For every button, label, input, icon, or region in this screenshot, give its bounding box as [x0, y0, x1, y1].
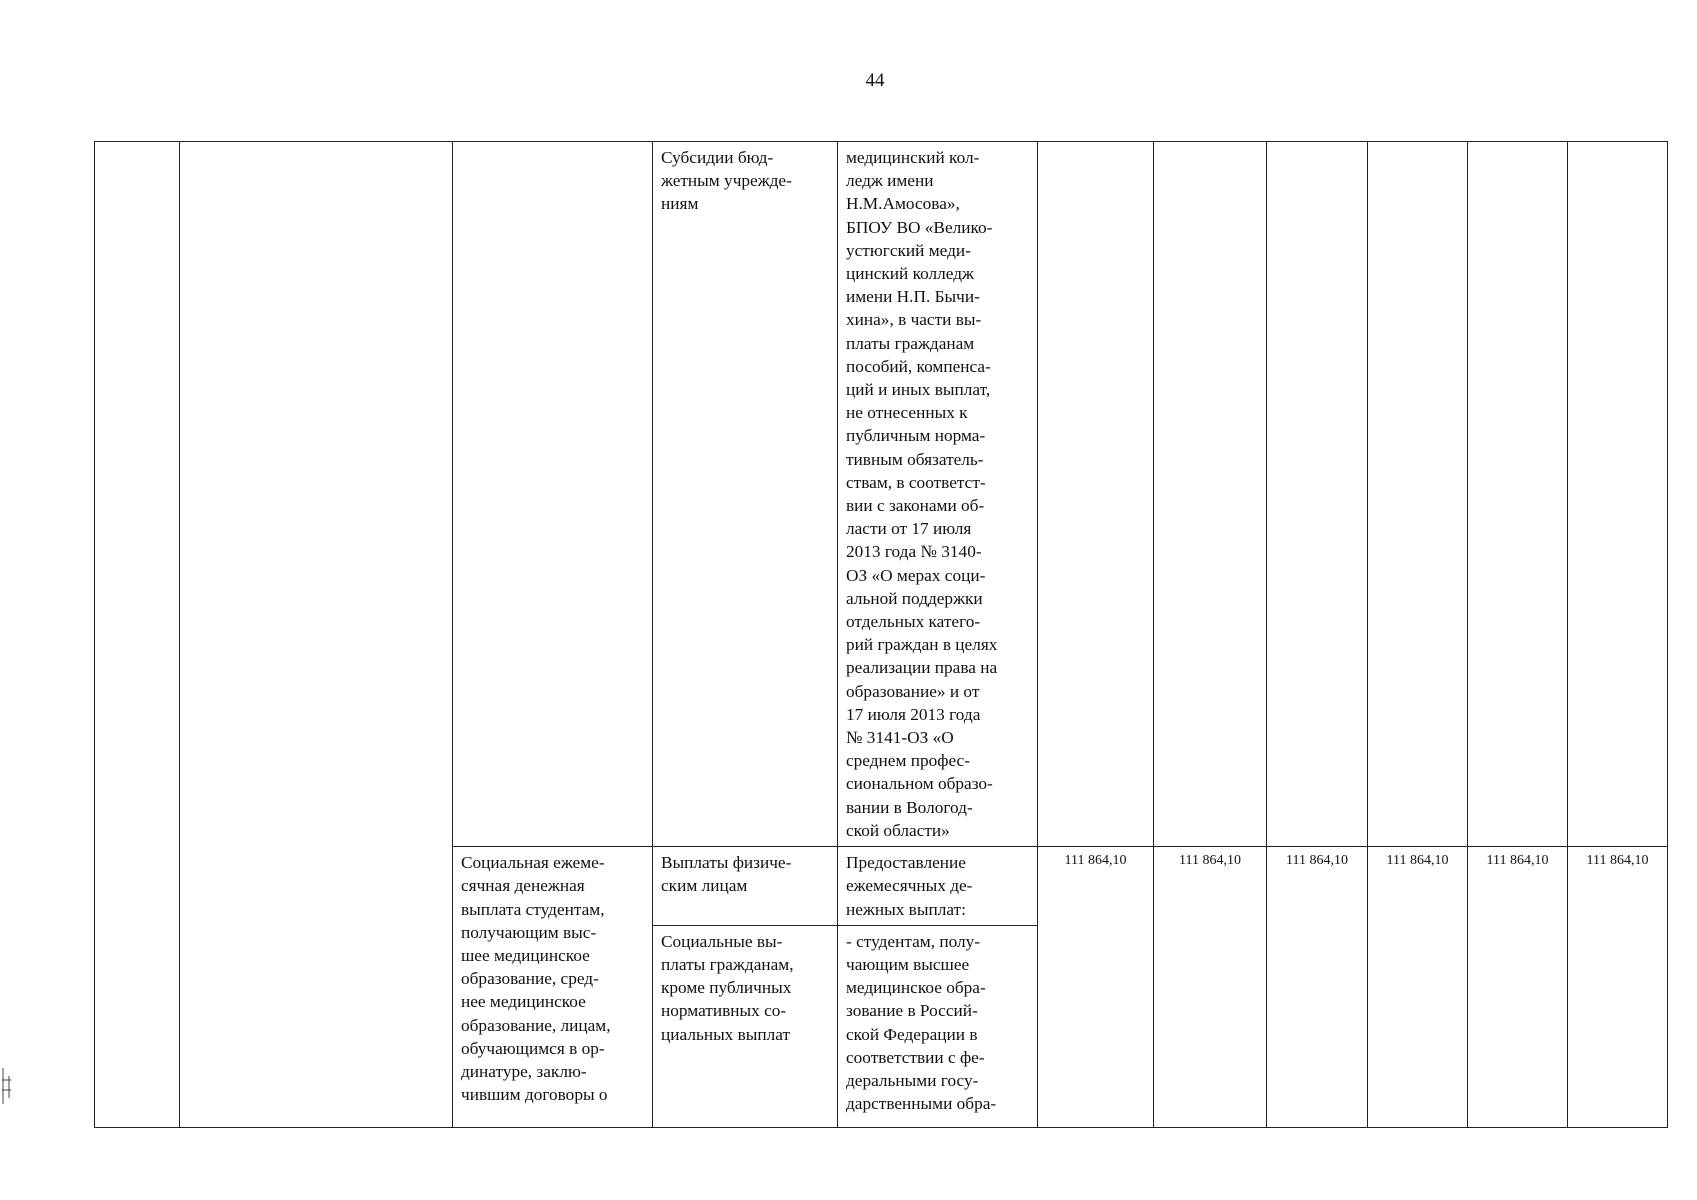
- amount-cell: 111 864,10: [1368, 847, 1468, 1128]
- empty-cell: [1568, 142, 1668, 847]
- amount-cell: 111 864,10: [1568, 847, 1668, 1128]
- description-cell: [838, 142, 1038, 847]
- description-text: медицинский кол- ледж имени Н.М.Амосова», БПОУ ВО «Велико- устюгский меди- цинский колледж имени Н.П. Бычи- хина», в части вы- платы гражданам пособий, компенса- ций и иных выплат, не отнесенных к публичным норма- тивным обязатель- ствам, в соответст- вии с законами об- ласти от 17 июля 2013 года № 3140- ОЗ «О мерах соци- альной поддержки отдельных катего- рий граждан в целях реализации права на образование» и от 17 июля 2013 года № 3141-ОЗ «О среднем профес- сиональном образо- вании в Вологод- ской области»: [846, 148, 998, 840]
- description-cell: [838, 925, 1038, 1127]
- expense-type-cell: [653, 142, 838, 847]
- expense-type-cell: [653, 925, 838, 1127]
- expense-type-text: Выплаты физиче- ским лицам: [661, 853, 792, 896]
- empty-cell: [453, 142, 653, 847]
- empty-cell: [1038, 142, 1154, 847]
- expense-type-text: Социальные вы- платы гражданам, кроме публичных нормативных со- циальных выплат: [661, 931, 794, 1044]
- empty-cell: [95, 142, 180, 1128]
- page-number: 44: [865, 70, 885, 91]
- empty-cell: [1468, 142, 1568, 847]
- amount-cell: 111 864,10: [1468, 847, 1568, 1128]
- scan-edge-mark: [2, 1068, 11, 1104]
- description-text: Предоставление ежемесячных де- нежных выплат:: [846, 853, 973, 919]
- measure-text: Социальная ежеме- сячная денежная выплата студентам, получающим выс- шее медицинское образование, сред- нее медицинское образование, лицам, обучающимся в ор- динатуре, заклю- чившим договоры о: [461, 853, 611, 1105]
- expense-type-cell: [653, 847, 838, 926]
- empty-cell: [1267, 142, 1368, 847]
- empty-cell: [180, 142, 453, 1128]
- empty-cell: [1154, 142, 1267, 847]
- amount-cell: 111 864,10: [1267, 847, 1368, 1128]
- program-table: [94, 141, 1668, 1128]
- empty-cell: [1368, 142, 1468, 847]
- measure-cell: [453, 847, 653, 1128]
- expense-type-text: Субсидии бюд- жетным учрежде- ниям: [661, 148, 792, 214]
- amount-cell: 111 864,10: [1038, 847, 1154, 1128]
- amount-cell: 111 864,10: [1154, 847, 1267, 1128]
- description-text: - студентам, полу- чающим высшее медицинское обра- зование в Россий- ской Федерации в соответствии с фе- деральными госу- дарственными обра-: [846, 931, 997, 1114]
- description-cell: [838, 847, 1038, 926]
- table-row: [95, 142, 1668, 847]
